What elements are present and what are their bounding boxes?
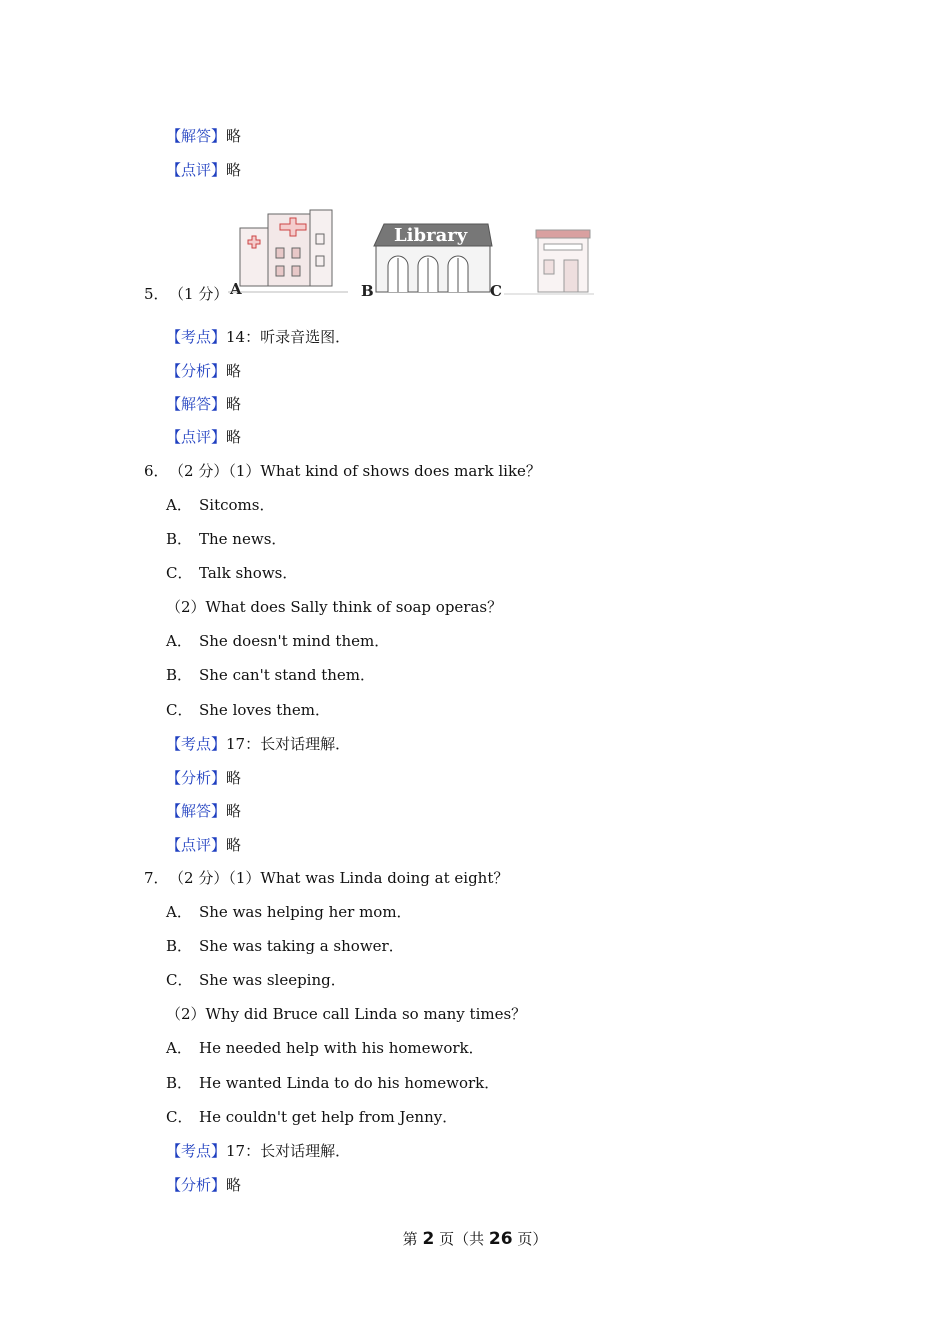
- dianping-tag: 【点评】: [166, 836, 227, 854]
- q6-fenxi-row: [166, 768, 241, 788]
- q7-2-option-b: [166, 1073, 499, 1093]
- question-number: 7．: [144, 869, 169, 887]
- q7-2-option-c: [166, 1107, 457, 1127]
- footer-suffix: 页）: [517, 1230, 548, 1248]
- page-number: 2: [422, 1229, 435, 1249]
- q5-fenxi-row: [166, 361, 241, 381]
- jieda-tag: 【解答】: [166, 802, 227, 820]
- option-text: She was helping her mom．: [199, 903, 412, 921]
- fenxi-tag: 【分析】: [166, 362, 227, 380]
- option-letter: B．: [166, 1074, 193, 1092]
- option-text: The news．: [199, 530, 287, 548]
- footer-middle: 页（共: [439, 1230, 485, 1248]
- fenxi-text: 略: [226, 1176, 242, 1194]
- question-text: （2）Why did Bruce call Linda so many times？: [166, 1005, 527, 1023]
- kaodian-text: 17：长对话理解．: [226, 1142, 351, 1160]
- option-text: He needed help with his homework．: [199, 1039, 484, 1057]
- q6-substem-2: [166, 597, 502, 617]
- option-letter: C．: [166, 1108, 193, 1126]
- option-letter: B．: [166, 666, 193, 684]
- q6-kaodian-row: [166, 734, 350, 754]
- q6-option-a: [166, 495, 274, 515]
- jieda-tag: 【解答】: [166, 395, 227, 413]
- comment-tag: 【点评】: [166, 161, 227, 179]
- footer-prefix: 第: [402, 1230, 418, 1248]
- option-text: She loves them．: [199, 701, 331, 719]
- library-sign: Library: [394, 225, 468, 246]
- option-letter: C．: [166, 971, 193, 989]
- library-picture: [374, 224, 492, 292]
- option-b-label: B: [361, 282, 374, 300]
- q7-stem: [144, 868, 508, 888]
- q6-2-option-b: [166, 665, 375, 685]
- q6-option-b: [166, 529, 286, 549]
- q7-kaodian-row: [166, 1141, 350, 1161]
- option-text: She was taking a shower．: [199, 937, 404, 955]
- dianping-text: 略: [226, 836, 242, 854]
- option-letter: C．: [166, 701, 193, 719]
- page-total: 26: [488, 1229, 513, 1249]
- option-c-label: C: [490, 282, 502, 300]
- option-letter: A．: [166, 1039, 192, 1057]
- q5-kaodian-row: [166, 327, 350, 347]
- q7-2-option-a: [166, 1038, 484, 1058]
- option-letter: A．: [166, 632, 192, 650]
- option-text: He couldn't get help from Jenny．: [199, 1108, 458, 1126]
- q7-option-c: [166, 970, 346, 990]
- q6-2-option-c: [166, 700, 330, 720]
- option-letter: A．: [166, 903, 192, 921]
- answer-text: 略: [226, 127, 242, 145]
- q6-2-option-a: [166, 631, 389, 651]
- kaodian-tag: 【考点】: [166, 735, 227, 753]
- answer-row: [166, 126, 241, 146]
- q6-stem: [144, 461, 541, 481]
- option-letter: A．: [166, 496, 192, 514]
- option-text: Sitcoms．: [199, 496, 275, 514]
- fenxi-tag: 【分析】: [166, 1176, 227, 1194]
- hospital-picture: [228, 210, 348, 292]
- jieda-text: 略: [226, 395, 242, 413]
- jieda-text: 略: [226, 802, 242, 820]
- option-text: She doesn't mind them．: [199, 632, 390, 650]
- q6-jieda-row: [166, 801, 241, 821]
- option-text: She was sleeping．: [199, 971, 346, 989]
- q6-option-c: [166, 563, 297, 583]
- page-footer: [0, 1228, 950, 1250]
- question-text: （2 分）（1）What was Linda doing at eight？: [176, 869, 509, 887]
- q5-pictures: [228, 204, 594, 300]
- answer-tag: 【解答】: [166, 127, 227, 145]
- kaodian-text: 17：长对话理解．: [226, 735, 351, 753]
- kaodian-text: 14：听录音选图．: [226, 328, 351, 346]
- option-text: Talk shows．: [199, 564, 298, 582]
- option-letter: B．: [166, 937, 193, 955]
- q7-option-a: [166, 902, 412, 922]
- fenxi-text: 略: [226, 769, 242, 787]
- comment-row: [166, 160, 241, 180]
- kaodian-tag: 【考点】: [166, 328, 227, 346]
- option-letter: C．: [166, 564, 193, 582]
- q7-substem-2: [166, 1004, 526, 1024]
- option-a-label: A: [230, 280, 242, 298]
- q7-option-b: [166, 936, 404, 956]
- fenxi-text: 略: [226, 362, 242, 380]
- fenxi-tag: 【分析】: [166, 769, 227, 787]
- q7-fenxi-row: [166, 1175, 241, 1195]
- question-number: 5．: [144, 285, 169, 303]
- option-text: He wanted Linda to do his homework．: [199, 1074, 500, 1092]
- option-letter: B．: [166, 530, 193, 548]
- dianping-text: 略: [226, 428, 242, 446]
- kaodian-tag: 【考点】: [166, 1142, 227, 1160]
- comment-text: 略: [226, 161, 242, 179]
- building-pictures: [228, 204, 594, 300]
- q5-stem: [144, 284, 228, 304]
- option-text: She can't stand them．: [199, 666, 375, 684]
- question-score: （1 分）: [176, 285, 229, 303]
- q6-dianping-row: [166, 835, 241, 855]
- q5-jieda-row: [166, 394, 241, 414]
- question-number: 6．: [144, 462, 169, 480]
- question-text: （2 分）（1）What kind of shows does mark like？: [176, 462, 541, 480]
- q5-dianping-row: [166, 427, 241, 447]
- post-office-picture: [504, 230, 594, 294]
- dianping-tag: 【点评】: [166, 428, 227, 446]
- question-text: （2）What does Sally think of soap operas？: [166, 598, 503, 616]
